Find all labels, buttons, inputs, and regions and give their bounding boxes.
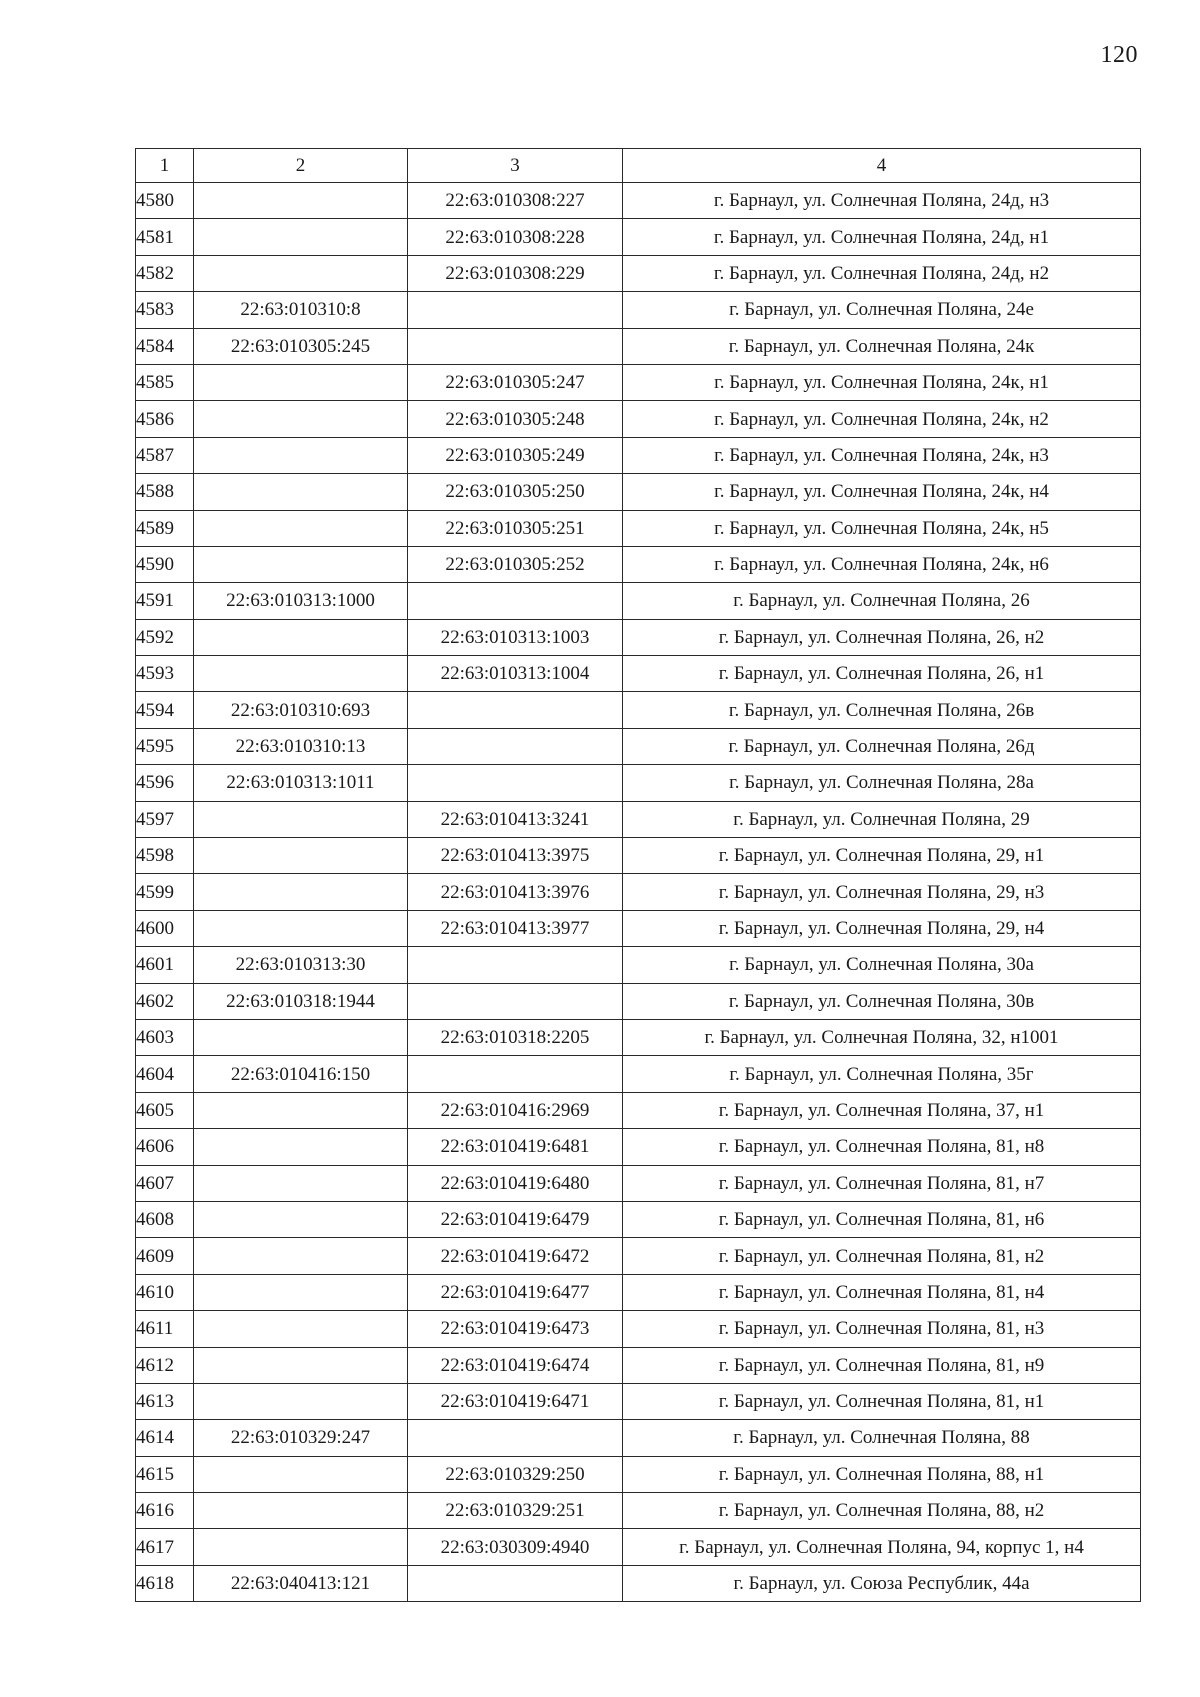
cadastral-number-land-cell <box>194 1311 408 1347</box>
cadastral-number-premises-cell <box>408 328 623 364</box>
cadastral-number-premises-cell: 22:63:010305:251 <box>408 510 623 546</box>
cadastral-number-land-cell <box>194 1201 408 1237</box>
row-number-cell: 4598 <box>136 838 194 874</box>
cadastral-number-premises-cell: 22:63:010305:252 <box>408 546 623 582</box>
address-cell: г. Барнаул, ул. Солнечная Поляна, 26, н2 <box>623 619 1141 655</box>
cadastral-number-premises-cell: 22:63:010308:229 <box>408 255 623 291</box>
row-number-cell: 4615 <box>136 1456 194 1492</box>
table-row <box>136 1165 1141 1201</box>
row-number-cell: 4592 <box>136 619 194 655</box>
address-cell: г. Барнаул, ул. Солнечная Поляна, 88 <box>623 1420 1141 1456</box>
table-row <box>136 1019 1141 1055</box>
cadastral-number-land-cell <box>194 1493 408 1529</box>
cadastral-number-premises-cell: 22:63:010305:247 <box>408 364 623 400</box>
address-cell: г. Барнаул, ул. Солнечная Поляна, 29, н4 <box>623 910 1141 946</box>
address-cell: г. Барнаул, ул. Солнечная Поляна, 24к, н6 <box>623 546 1141 582</box>
address-cell: г. Барнаул, ул. Солнечная Поляна, 88, н2 <box>623 1493 1141 1529</box>
address-cell: г. Барнаул, ул. Солнечная Поляна, 24к, н2 <box>623 401 1141 437</box>
cadastral-number-land-cell <box>194 1238 408 1274</box>
row-number-cell: 4613 <box>136 1383 194 1419</box>
address-cell: г. Барнаул, ул. Солнечная Поляна, 30а <box>623 947 1141 983</box>
cadastral-number-premises-cell <box>408 765 623 801</box>
cadastral-number-land-cell <box>194 183 408 219</box>
cadastral-number-premises-cell: 22:63:030309:4940 <box>408 1529 623 1565</box>
address-cell: г. Барнаул, ул. Солнечная Поляна, 88, н1 <box>623 1456 1141 1492</box>
cadastral-number-land-cell: 22:63:010318:1944 <box>194 983 408 1019</box>
row-number-cell: 4612 <box>136 1347 194 1383</box>
address-cell: г. Барнаул, ул. Солнечная Поляна, 24к <box>623 328 1141 364</box>
cadastral-number-premises-cell: 22:63:010419:6480 <box>408 1165 623 1201</box>
row-number-cell: 4616 <box>136 1493 194 1529</box>
row-number-cell: 4605 <box>136 1092 194 1128</box>
cadastral-number-land-cell <box>194 1092 408 1128</box>
cadastral-number-premises-cell: 22:63:010305:250 <box>408 474 623 510</box>
cadastral-number-land-cell <box>194 1347 408 1383</box>
row-number-cell: 4583 <box>136 292 194 328</box>
cadastral-number-premises-cell <box>408 728 623 764</box>
address-cell: г. Барнаул, ул. Солнечная Поляна, 24д, н1 <box>623 219 1141 255</box>
address-cell: г. Барнаул, ул. Солнечная Поляна, 26д <box>623 728 1141 764</box>
table-row <box>136 1565 1141 1601</box>
table-row <box>136 947 1141 983</box>
cadastral-number-premises-cell <box>408 692 623 728</box>
cadastral-number-premises-cell: 22:63:010419:6473 <box>408 1311 623 1347</box>
cadastral-number-land-cell <box>194 838 408 874</box>
cadastral-number-land-cell: 22:63:010313:30 <box>194 947 408 983</box>
row-number-cell: 4589 <box>136 510 194 546</box>
cadastral-number-premises-cell: 22:63:010318:2205 <box>408 1019 623 1055</box>
table-row <box>136 401 1141 437</box>
page-number: 120 <box>1100 42 1138 68</box>
cadastral-number-land-cell <box>194 364 408 400</box>
cadastral-number-premises-cell: 22:63:010308:227 <box>408 183 623 219</box>
address-cell: г. Барнаул, ул. Солнечная Поляна, 24д, н3 <box>623 183 1141 219</box>
cadastral-number-land-cell <box>194 910 408 946</box>
row-number-cell: 4597 <box>136 801 194 837</box>
address-cell: г. Барнаул, ул. Солнечная Поляна, 24е <box>623 292 1141 328</box>
address-cell: г. Барнаул, ул. Солнечная Поляна, 29, н1 <box>623 838 1141 874</box>
row-number-cell: 4585 <box>136 364 194 400</box>
row-number-cell: 4611 <box>136 1311 194 1347</box>
cadastral-number-land-cell: 22:63:010313:1011 <box>194 765 408 801</box>
cadastral-number-land-cell <box>194 1383 408 1419</box>
address-cell: г. Барнаул, ул. Солнечная Поляна, 24к, н1 <box>623 364 1141 400</box>
cadastral-number-premises-cell <box>408 292 623 328</box>
cadastral-number-premises-cell: 22:63:010413:3241 <box>408 801 623 837</box>
row-number-cell: 4607 <box>136 1165 194 1201</box>
address-cell: г. Барнаул, ул. Солнечная Поляна, 26в <box>623 692 1141 728</box>
row-number-cell: 4601 <box>136 947 194 983</box>
address-cell: г. Барнаул, ул. Солнечная Поляна, 26, н1 <box>623 656 1141 692</box>
row-number-cell: 4580 <box>136 183 194 219</box>
cadastral-number-premises-cell <box>408 983 623 1019</box>
cadastral-number-premises-cell: 22:63:010305:248 <box>408 401 623 437</box>
row-number-cell: 4603 <box>136 1019 194 1055</box>
row-number-cell: 4581 <box>136 219 194 255</box>
table-row <box>136 474 1141 510</box>
table-row <box>136 1529 1141 1565</box>
row-number-cell: 4609 <box>136 1238 194 1274</box>
row-number-cell: 4606 <box>136 1129 194 1165</box>
cadastral-number-land-cell <box>194 656 408 692</box>
table-row <box>136 219 1141 255</box>
row-number-cell: 4600 <box>136 910 194 946</box>
cadastral-number-land-cell <box>194 1019 408 1055</box>
table-row <box>136 255 1141 291</box>
table-row <box>136 1129 1141 1165</box>
table-row <box>136 1201 1141 1237</box>
address-cell: г. Барнаул, ул. Солнечная Поляна, 37, н1 <box>623 1092 1141 1128</box>
cadastral-number-premises-cell: 22:63:010413:3975 <box>408 838 623 874</box>
cadastral-number-land-cell <box>194 1274 408 1310</box>
address-cell: г. Барнаул, ул. Солнечная Поляна, 81, н3 <box>623 1311 1141 1347</box>
cadastral-number-premises-cell <box>408 1565 623 1601</box>
cadastral-number-premises-cell: 22:63:010419:6474 <box>408 1347 623 1383</box>
address-cell: г. Барнаул, ул. Солнечная Поляна, 81, н9 <box>623 1347 1141 1383</box>
address-cell: г. Барнаул, ул. Солнечная Поляна, 24д, н2 <box>623 255 1141 291</box>
cadastral-number-land-cell: 22:63:010310:8 <box>194 292 408 328</box>
address-cell: г. Барнаул, ул. Солнечная Поляна, 81, н8 <box>623 1129 1141 1165</box>
row-number-cell: 4590 <box>136 546 194 582</box>
header-cell-1: 1 <box>136 149 194 183</box>
row-number-cell: 4610 <box>136 1274 194 1310</box>
address-cell: г. Барнаул, ул. Солнечная Поляна, 35г <box>623 1056 1141 1092</box>
row-number-cell: 4588 <box>136 474 194 510</box>
address-cell: г. Барнаул, ул. Солнечная Поляна, 81, н6 <box>623 1201 1141 1237</box>
cadastral-number-premises-cell: 22:63:010329:250 <box>408 1456 623 1492</box>
table-row <box>136 546 1141 582</box>
cadastral-number-premises-cell <box>408 947 623 983</box>
header-cell-2: 2 <box>194 149 408 183</box>
cadastral-number-land-cell <box>194 510 408 546</box>
table-row <box>136 1311 1141 1347</box>
cadastral-number-land-cell <box>194 619 408 655</box>
cadastral-number-land-cell <box>194 874 408 910</box>
table-row <box>136 1238 1141 1274</box>
table-row <box>136 292 1141 328</box>
table-row <box>136 183 1141 219</box>
address-cell: г. Барнаул, ул. Солнечная Поляна, 81, н4 <box>623 1274 1141 1310</box>
cadastral-number-premises-cell: 22:63:010419:6477 <box>408 1274 623 1310</box>
table-row <box>136 765 1141 801</box>
table-row <box>136 1383 1141 1419</box>
cadastral-number-land-cell: 22:63:010305:245 <box>194 328 408 364</box>
cadastral-number-land-cell: 22:63:010313:1000 <box>194 583 408 619</box>
address-cell: г. Барнаул, ул. Союза Республик, 44а <box>623 1565 1141 1601</box>
cadastral-number-land-cell <box>194 255 408 291</box>
table-row <box>136 1347 1141 1383</box>
row-number-cell: 4617 <box>136 1529 194 1565</box>
table-row <box>136 910 1141 946</box>
row-number-cell: 4586 <box>136 401 194 437</box>
cadastral-number-premises-cell: 22:63:010419:6479 <box>408 1201 623 1237</box>
row-number-cell: 4587 <box>136 437 194 473</box>
address-cell: г. Барнаул, ул. Солнечная Поляна, 24к, н3 <box>623 437 1141 473</box>
row-number-cell: 4594 <box>136 692 194 728</box>
row-number-cell: 4593 <box>136 656 194 692</box>
table-row <box>136 437 1141 473</box>
table-row <box>136 983 1141 1019</box>
cadastral-number-land-cell <box>194 474 408 510</box>
table-row <box>136 1056 1141 1092</box>
table-row <box>136 364 1141 400</box>
cadastral-number-premises-cell <box>408 1056 623 1092</box>
table-row <box>136 801 1141 837</box>
cadastral-number-premises-cell: 22:63:010313:1004 <box>408 656 623 692</box>
header-row <box>136 149 1141 183</box>
cadastral-number-land-cell <box>194 401 408 437</box>
address-cell: г. Барнаул, ул. Солнечная Поляна, 26 <box>623 583 1141 619</box>
cadastral-number-land-cell: 22:63:010310:693 <box>194 692 408 728</box>
table-row <box>136 1456 1141 1492</box>
table-row <box>136 1274 1141 1310</box>
cadastral-number-premises-cell: 22:63:010413:3976 <box>408 874 623 910</box>
address-cell: г. Барнаул, ул. Солнечная Поляна, 30в <box>623 983 1141 1019</box>
cadastral-number-land-cell: 22:63:010416:150 <box>194 1056 408 1092</box>
cadastral-number-premises-cell: 22:63:010305:249 <box>408 437 623 473</box>
table-row <box>136 656 1141 692</box>
cadastral-number-land-cell <box>194 1165 408 1201</box>
cadastral-number-premises-cell: 22:63:010419:6472 <box>408 1238 623 1274</box>
cadastral-number-premises-cell: 22:63:010419:6481 <box>408 1129 623 1165</box>
cadastral-number-land-cell: 22:63:010329:247 <box>194 1420 408 1456</box>
table-row <box>136 1493 1141 1529</box>
row-number-cell: 4602 <box>136 983 194 1019</box>
table-row <box>136 583 1141 619</box>
table-row <box>136 838 1141 874</box>
registry-table <box>135 148 1141 1602</box>
cadastral-number-land-cell <box>194 801 408 837</box>
cadastral-number-land-cell <box>194 437 408 473</box>
address-cell: г. Барнаул, ул. Солнечная Поляна, 29, н3 <box>623 874 1141 910</box>
address-cell: г. Барнаул, ул. Солнечная Поляна, 81, н2 <box>623 1238 1141 1274</box>
cadastral-number-premises-cell: 22:63:010308:228 <box>408 219 623 255</box>
table-row <box>136 728 1141 764</box>
row-number-cell: 4596 <box>136 765 194 801</box>
cadastral-number-premises-cell <box>408 583 623 619</box>
cadastral-number-land-cell <box>194 546 408 582</box>
cadastral-number-land-cell: 22:63:040413:121 <box>194 1565 408 1601</box>
cadastral-number-premises-cell: 22:63:010313:1003 <box>408 619 623 655</box>
address-cell: г. Барнаул, ул. Солнечная Поляна, 81, н7 <box>623 1165 1141 1201</box>
cadastral-number-land-cell <box>194 1129 408 1165</box>
table-row <box>136 619 1141 655</box>
header-cell-4: 4 <box>623 149 1141 183</box>
cadastral-number-land-cell <box>194 1529 408 1565</box>
table-row <box>136 1092 1141 1128</box>
cadastral-number-land-cell <box>194 219 408 255</box>
address-cell: г. Барнаул, ул. Солнечная Поляна, 94, корпус 1, н4 <box>623 1529 1141 1565</box>
row-number-cell: 4618 <box>136 1565 194 1601</box>
row-number-cell: 4608 <box>136 1201 194 1237</box>
table-row <box>136 692 1141 728</box>
cadastral-number-land-cell: 22:63:010310:13 <box>194 728 408 764</box>
cadastral-number-premises-cell: 22:63:010419:6471 <box>408 1383 623 1419</box>
address-cell: г. Барнаул, ул. Солнечная Поляна, 29 <box>623 801 1141 837</box>
cadastral-number-premises-cell: 22:63:010413:3977 <box>408 910 623 946</box>
table-row <box>136 1420 1141 1456</box>
table-row <box>136 874 1141 910</box>
address-cell: г. Барнаул, ул. Солнечная Поляна, 24к, н5 <box>623 510 1141 546</box>
row-number-cell: 4599 <box>136 874 194 910</box>
row-number-cell: 4591 <box>136 583 194 619</box>
table-body <box>136 183 1141 1602</box>
address-cell: г. Барнаул, ул. Солнечная Поляна, 24к, н4 <box>623 474 1141 510</box>
cadastral-number-premises-cell <box>408 1420 623 1456</box>
cadastral-number-land-cell <box>194 1456 408 1492</box>
row-number-cell: 4584 <box>136 328 194 364</box>
row-number-cell: 4595 <box>136 728 194 764</box>
table-row <box>136 510 1141 546</box>
address-cell: г. Барнаул, ул. Солнечная Поляна, 32, н1001 <box>623 1019 1141 1055</box>
row-number-cell: 4614 <box>136 1420 194 1456</box>
header-cell-3: 3 <box>408 149 623 183</box>
address-cell: г. Барнаул, ул. Солнечная Поляна, 28а <box>623 765 1141 801</box>
address-cell: г. Барнаул, ул. Солнечная Поляна, 81, н1 <box>623 1383 1141 1419</box>
cadastral-number-premises-cell: 22:63:010329:251 <box>408 1493 623 1529</box>
table-row <box>136 328 1141 364</box>
row-number-cell: 4582 <box>136 255 194 291</box>
cadastral-number-premises-cell: 22:63:010416:2969 <box>408 1092 623 1128</box>
row-number-cell: 4604 <box>136 1056 194 1092</box>
